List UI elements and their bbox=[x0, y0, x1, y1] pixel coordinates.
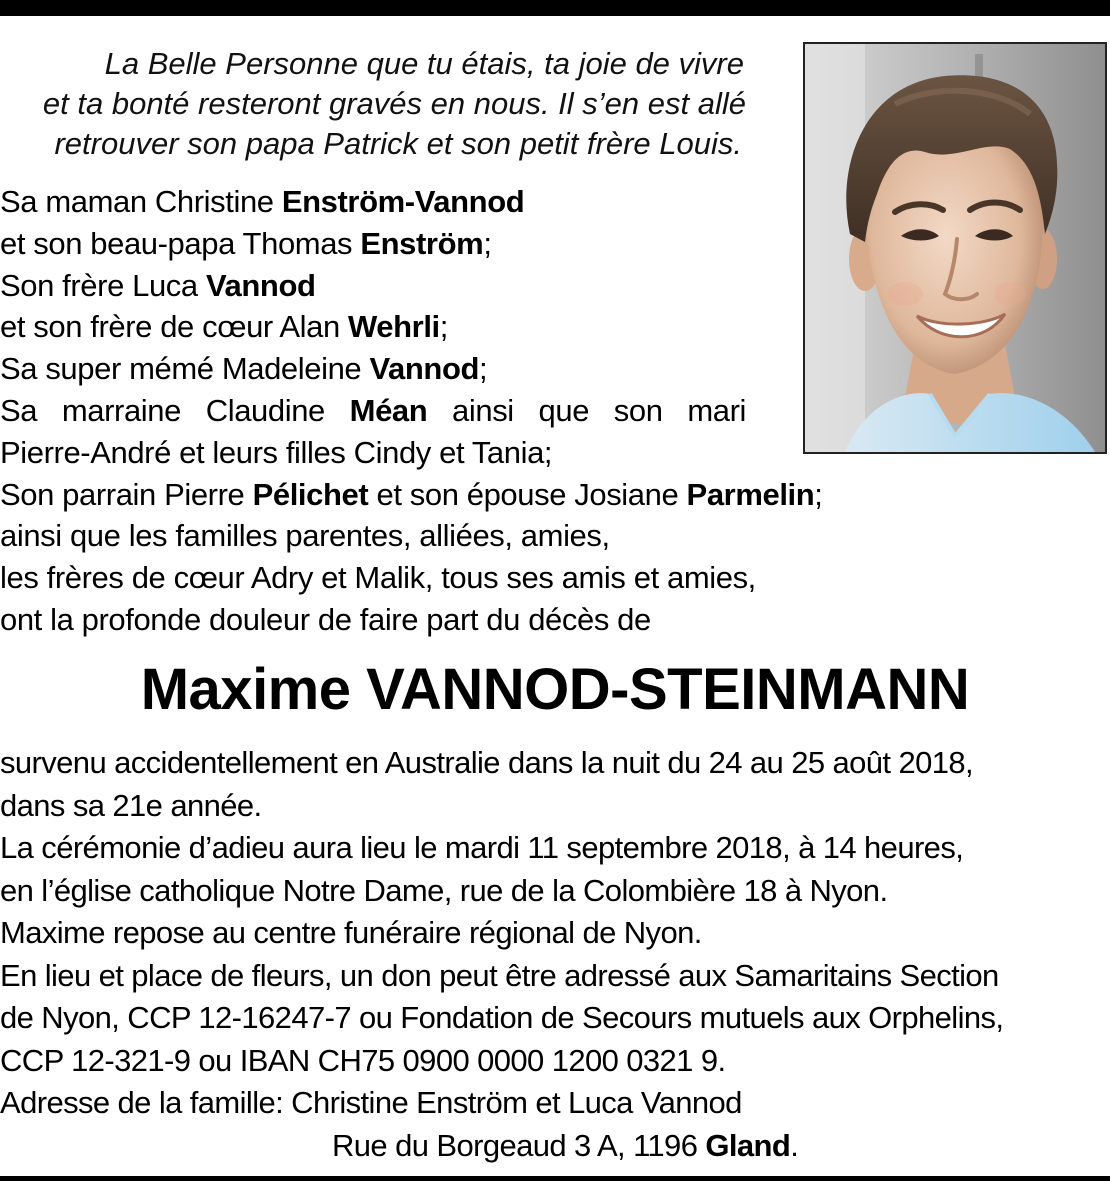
family-line: ainsi que les familles parentes, alliées, amies, bbox=[0, 518, 610, 554]
family-line: Sa maman Christine Enström-Vannod bbox=[0, 184, 525, 219]
family-line: Sa marraine Claudine Méan ainsi que son mari bbox=[0, 392, 746, 428]
detail-line: de Nyon, CCP 12-16247-7 ou Fondation de Secours mutuels aux Orphelins, bbox=[0, 1000, 1004, 1035]
family-line: ont la profonde douleur de faire part du décès de bbox=[0, 601, 651, 637]
family-list bbox=[0, 181, 960, 641]
memorial-quote bbox=[0, 44, 746, 164]
family-address-line-2: Rue du Borgeaud 3 A, 1196 Gland. bbox=[332, 1127, 799, 1163]
detail-line: En lieu et place de fleurs, un don peut être adressé aux Samaritains Section bbox=[0, 957, 999, 993]
detail-line: survenu accidentellement en Australie dans la nuit du 24 au 25 août 2018, bbox=[0, 745, 974, 780]
family-line: les frères de cœur Adry et Malik, tous ses amis et amies, bbox=[0, 560, 756, 596]
announcement-details bbox=[0, 742, 1110, 1167]
detail-line: Maxime repose au centre funéraire régional de Nyon. bbox=[0, 915, 702, 950]
deceased-name: Maxime VANNOD-STEINMANN bbox=[140, 657, 970, 722]
family-line: Son parrain Pierre Pélichet et son épouse Josiane Parmelin; bbox=[0, 476, 823, 512]
detail-line: dans sa 21e année. bbox=[0, 787, 262, 823]
top-rule bbox=[0, 0, 1110, 16]
detail-line: en l’église catholique Notre Dame, rue de la Colombière 18 à Nyon. bbox=[0, 872, 888, 908]
family-line: Son frère Luca Vannod bbox=[0, 267, 316, 303]
family-address-line: Adresse de la famille: Christine Enström et Luca Vannod bbox=[0, 1085, 742, 1120]
quote-line: La Belle Personne que tu étais, ta joie de vivre bbox=[104, 46, 744, 81]
detail-line: CCP 12-321-9 ou IBAN CH75 0900 0000 1200 0321 9. bbox=[0, 1042, 726, 1078]
family-line: Pierre-André et leurs filles Cindy et Tania; bbox=[0, 434, 553, 470]
quote-line: retrouver son papa Patrick et son petit frère Louis. bbox=[54, 126, 742, 161]
quote-line: et ta bonté resteront gravés en nous. Il s’en est allé bbox=[42, 86, 746, 121]
family-line: et son beau-papa Thomas Enström; bbox=[0, 225, 492, 261]
family-line: et son frère de cœur Alan Wehrli; bbox=[0, 309, 448, 345]
detail-line: La cérémonie d’adieu aura lieu le mardi 11 septembre 2018, à 14 heures, bbox=[0, 830, 964, 865]
family-line: Sa super mémé Madeleine Vannod; bbox=[0, 351, 488, 387]
bottom-rule bbox=[0, 1176, 1110, 1181]
